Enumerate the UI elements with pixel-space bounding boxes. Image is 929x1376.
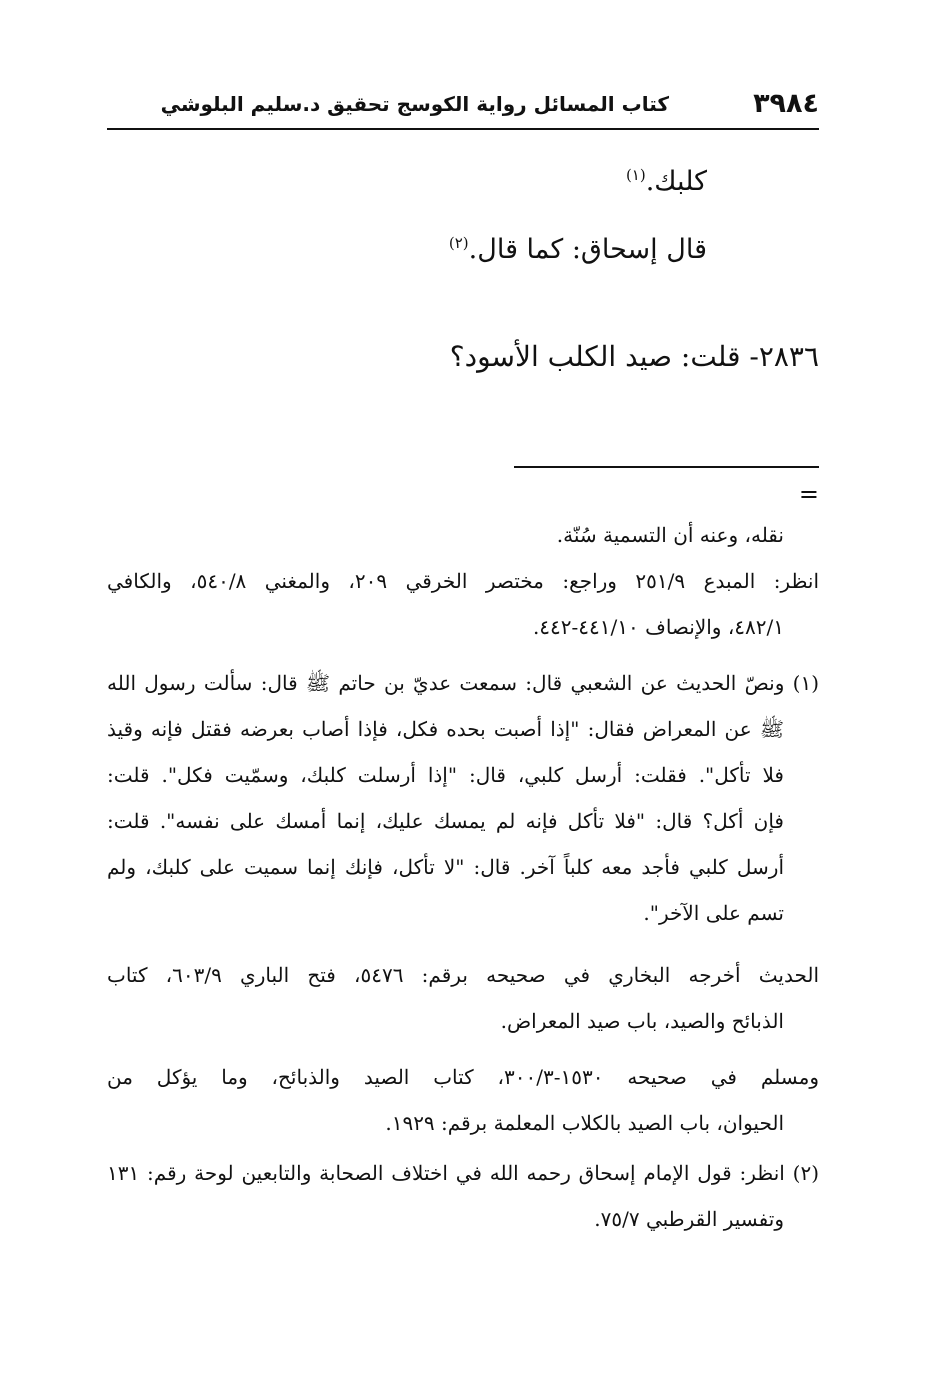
footnote-line: ٤٨٢/١، والإنصاف ٤٤١/١٠-٤٤٢. — [532, 615, 784, 639]
footnote-line: الحديث أخرجه البخاري في صحيحه برقم: ٥٤٧٦، فتح الباري ٦٠٣/٩، كتاب — [107, 963, 819, 987]
footnote-line: نقله، وعنه أن التسمية سُنّة. — [556, 523, 784, 547]
body-line-1-text: كلبك. — [645, 166, 707, 197]
page-number: ٣٩٨٤ — [753, 88, 819, 119]
body-line-1 — [626, 166, 707, 197]
footnote-line: فإن أكل؟ قال: "فلا تأكل فإنه لم يمسك عليك، إنما أمسك على نفسه". قلت: — [107, 809, 784, 833]
footnote-line: الحيوان، باب الصيد بالكلاب المعلمة برقم: ١٩٢٩. — [385, 1111, 784, 1135]
footnote-line: (١) ونصّ الحديث عن الشعبي قال: سمعت عديّ بن حاتم ﷺ قال: سألت رسول الله — [107, 671, 820, 695]
footnote-ref-2: (٢) — [448, 234, 469, 252]
footnote-line: (٢) انظر: قول الإمام إسحاق رحمه الله في اختلاف الصحابة والتابعين لوحة رقم: ١٣١ — [107, 1161, 819, 1185]
footnote-line: وتفسير القرطبي ٧٥/٧. — [594, 1207, 784, 1231]
question-2836: ٢٨٣٦- قلت: صيد الكلب الأسود؟ — [449, 340, 819, 373]
footnote-line: أرسل كلبي فأجد معه كلباً آخر. قال: "لا تأكل، فإنك إنما سميت على كلبك، ولم — [107, 855, 784, 879]
body-line-2 — [449, 234, 707, 265]
footnote-line: الذبائح والصيد، باب صيد المعراض. — [500, 1009, 784, 1033]
running-title: كتاب المسائل رواية الكوسج تحقيق د.سليم البلوشي — [160, 92, 669, 116]
footnote-line: تسم على الآخر". — [643, 901, 784, 925]
body-line-2-text: قال إسحاق: كما قال. — [468, 234, 707, 265]
footnote-separator — [514, 466, 819, 468]
footnote-line: انظر: المبدع ٢٥١/٩ وراجع: مختصر الخرقي ٢٠٩، والمغني ٥٤٠/٨، والكافي — [107, 569, 819, 593]
footnote-line: ومسلم في صحيحه ١٥٣٠-٣٠٠/٣، كتاب الصيد والذبائح، وما يؤكل من — [107, 1065, 819, 1089]
footnote-line: فلا تأكل". فقلت: أرسل كلبي، قال: "إذا أرسلت كلبك، وسمّيت فكل". قلت: — [107, 763, 784, 787]
header-rule — [107, 128, 819, 130]
page-header — [107, 88, 819, 122]
footnote-ref-1: (١) — [625, 166, 646, 184]
continuation-marker: = — [798, 480, 819, 508]
footnote-line: ﷺ عن المعراض فقال: "إذا أصبت بحده فكل، فإذا أصاب بعرضه فقتل فإنه وقيذ — [107, 717, 784, 741]
